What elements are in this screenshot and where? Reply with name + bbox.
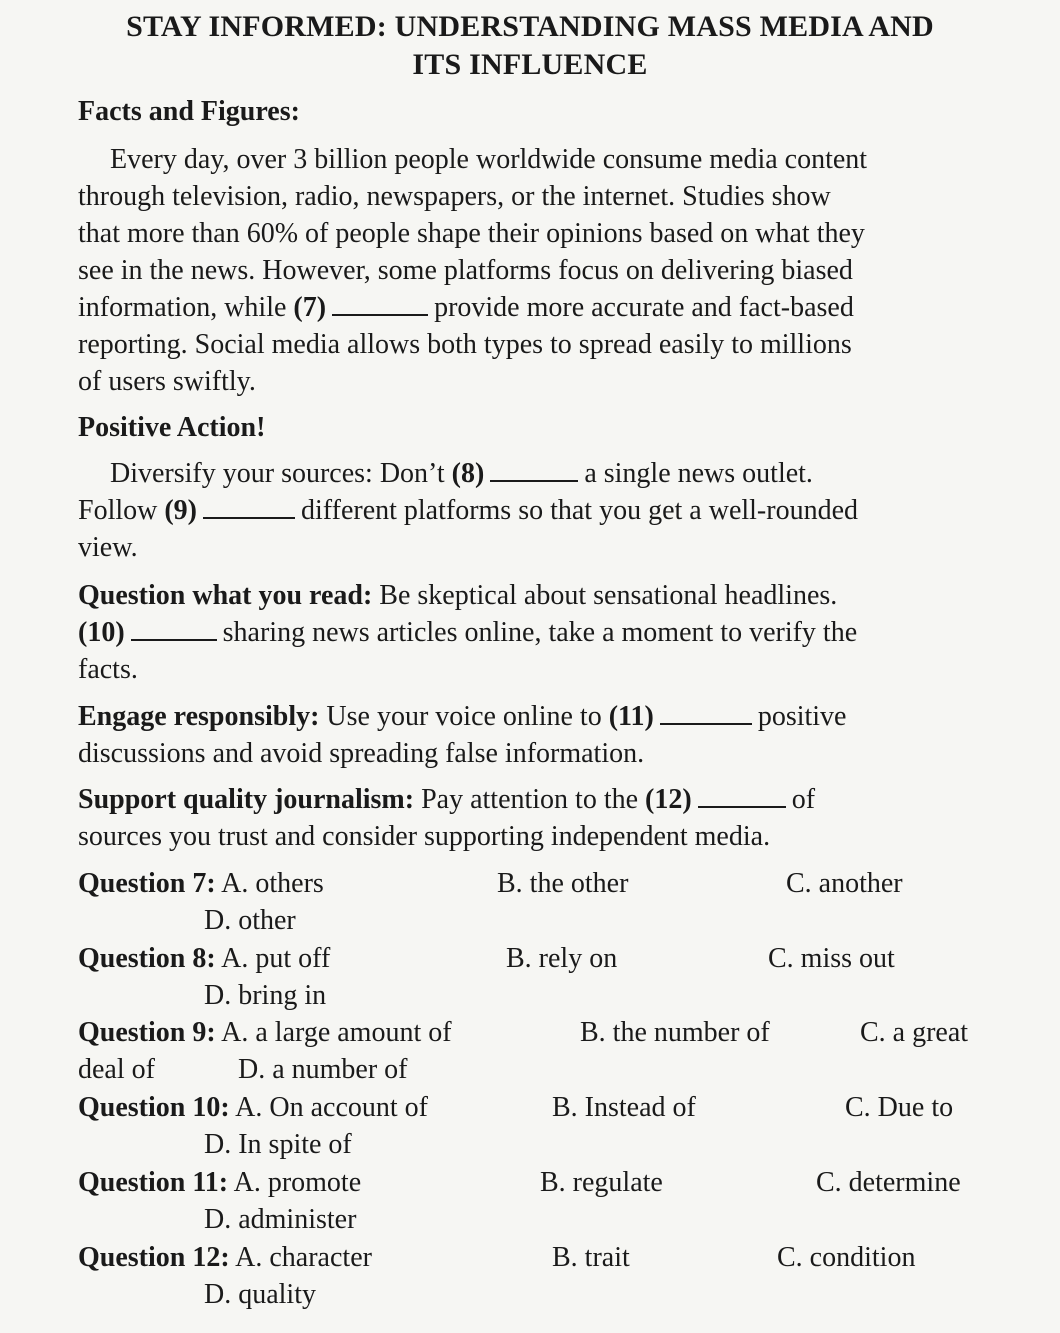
question-11 bbox=[78, 1165, 361, 1201]
question-7 bbox=[78, 866, 324, 902]
option-c[interactable]: C. Due to bbox=[845, 1092, 954, 1123]
facts-line-4: see in the news. However, some platforms focus on delivering biased bbox=[78, 255, 853, 286]
facts-line-5-end: provide more accurate and fact-based bbox=[434, 292, 854, 323]
diversify-text-start: Diversify your sources: Don’t bbox=[110, 458, 445, 489]
option-a[interactable]: A. others bbox=[221, 868, 324, 899]
option-a[interactable]: A. a large amount of bbox=[221, 1017, 452, 1048]
title-line-2: ITS INFLUENCE bbox=[412, 48, 648, 81]
question-label: Question 10: bbox=[78, 1092, 230, 1123]
diversify-line-3: view. bbox=[78, 532, 138, 563]
blank-number-9: (9) bbox=[164, 495, 198, 526]
option-c[interactable]: C. a great bbox=[860, 1017, 969, 1048]
option-b[interactable]: B. trait bbox=[552, 1242, 630, 1273]
question-label: Question 9: bbox=[78, 1017, 216, 1048]
engage-line-2: discussions and avoid spreading false information. bbox=[78, 738, 645, 769]
answer-blank-8[interactable] bbox=[490, 458, 578, 482]
blank-number-12: (12) bbox=[645, 784, 692, 815]
option-d[interactable]: D. bring in bbox=[204, 980, 327, 1011]
blank-number-8: (8) bbox=[451, 458, 485, 489]
question-read-text-2: sharing news articles online, take a moment to verify the bbox=[222, 617, 858, 648]
title-line-1: STAY INFORMED: UNDERSTANDING MASS MEDIA AND bbox=[126, 10, 934, 43]
question-label: Question 8: bbox=[78, 943, 216, 974]
answer-blank-12[interactable] bbox=[698, 784, 786, 808]
follow-text-end: different platforms so that you get a well-rounded bbox=[301, 495, 859, 526]
question-read-line-1 bbox=[78, 578, 837, 614]
question-label: Question 12: bbox=[78, 1242, 230, 1273]
answer-blank-10[interactable] bbox=[131, 617, 217, 641]
option-d[interactable]: D. other bbox=[204, 905, 296, 936]
blank-number-10: (10) bbox=[78, 617, 125, 648]
question-9 bbox=[78, 1015, 452, 1051]
question-read-text: Be skeptical about sensational headlines. bbox=[379, 580, 838, 611]
answer-blank-9[interactable] bbox=[203, 495, 295, 519]
facts-line-1: Every day, over 3 billion people worldwide consume media content bbox=[110, 144, 868, 175]
diversify-line-2 bbox=[78, 493, 858, 529]
option-d[interactable]: D. a number of bbox=[238, 1054, 408, 1085]
facts-line-5-start: information, while bbox=[78, 292, 287, 323]
engage-text: Use your voice online to bbox=[326, 701, 602, 732]
engage-line-1 bbox=[78, 699, 846, 735]
support-line-1 bbox=[78, 782, 815, 818]
facts-line-5 bbox=[78, 290, 854, 326]
question-read-label: Question what you read: bbox=[78, 580, 373, 611]
answer-blank-11[interactable] bbox=[660, 701, 752, 725]
option-c[interactable]: C. another bbox=[786, 868, 903, 899]
answer-blank-7[interactable] bbox=[332, 292, 428, 316]
question-8 bbox=[78, 941, 330, 977]
question-label: Question 7: bbox=[78, 868, 216, 899]
option-b[interactable]: B. rely on bbox=[506, 943, 618, 974]
option-d[interactable]: D. quality bbox=[204, 1279, 316, 1310]
option-c[interactable]: C. condition bbox=[777, 1242, 916, 1273]
option-a[interactable]: A. On account of bbox=[235, 1092, 428, 1123]
question-read-line-2 bbox=[78, 615, 857, 651]
support-label: Support quality journalism: bbox=[78, 784, 415, 815]
option-a[interactable]: A. put off bbox=[221, 943, 331, 974]
diversify-text-end: a single news outlet. bbox=[584, 458, 813, 489]
facts-line-2: through television, radio, newspapers, or the internet. Studies show bbox=[78, 181, 831, 212]
question-read-line-3: facts. bbox=[78, 654, 138, 685]
option-b[interactable]: B. the number of bbox=[580, 1017, 770, 1048]
engage-text-end: positive bbox=[757, 701, 847, 732]
support-line-2: sources you trust and consider supporting independent media. bbox=[78, 821, 771, 852]
facts-line-7: of users swiftly. bbox=[78, 366, 256, 397]
diversify-line-1 bbox=[110, 456, 813, 492]
support-text: Pay attention to the bbox=[421, 784, 639, 815]
question-10 bbox=[78, 1090, 428, 1126]
engage-label: Engage responsibly: bbox=[78, 701, 320, 732]
facts-heading: Facts and Figures: bbox=[78, 96, 300, 127]
blank-number-7: (7) bbox=[293, 292, 327, 323]
option-a[interactable]: A. promote bbox=[233, 1167, 362, 1198]
option-a[interactable]: A. character bbox=[235, 1242, 372, 1273]
follow-text: Follow bbox=[78, 495, 158, 526]
positive-heading: Positive Action! bbox=[78, 412, 266, 443]
option-b[interactable]: B. Instead of bbox=[552, 1092, 696, 1123]
facts-line-6: reporting. Social media allows both types to spread easily to millions bbox=[78, 329, 852, 360]
option-c-continued[interactable]: deal of bbox=[78, 1054, 155, 1085]
question-12 bbox=[78, 1240, 372, 1276]
question-label: Question 11: bbox=[78, 1167, 229, 1198]
option-c[interactable]: C. miss out bbox=[768, 943, 895, 974]
option-b[interactable]: B. regulate bbox=[540, 1167, 663, 1198]
blank-number-11: (11) bbox=[608, 701, 654, 732]
option-b[interactable]: B. the other bbox=[497, 868, 629, 899]
option-d[interactable]: D. In spite of bbox=[204, 1129, 352, 1160]
option-c[interactable]: C. determine bbox=[816, 1167, 961, 1198]
facts-line-3: that more than 60% of people shape their opinions based on what they bbox=[78, 218, 865, 249]
support-text-end: of bbox=[791, 784, 816, 815]
option-d[interactable]: D. administer bbox=[204, 1204, 357, 1235]
